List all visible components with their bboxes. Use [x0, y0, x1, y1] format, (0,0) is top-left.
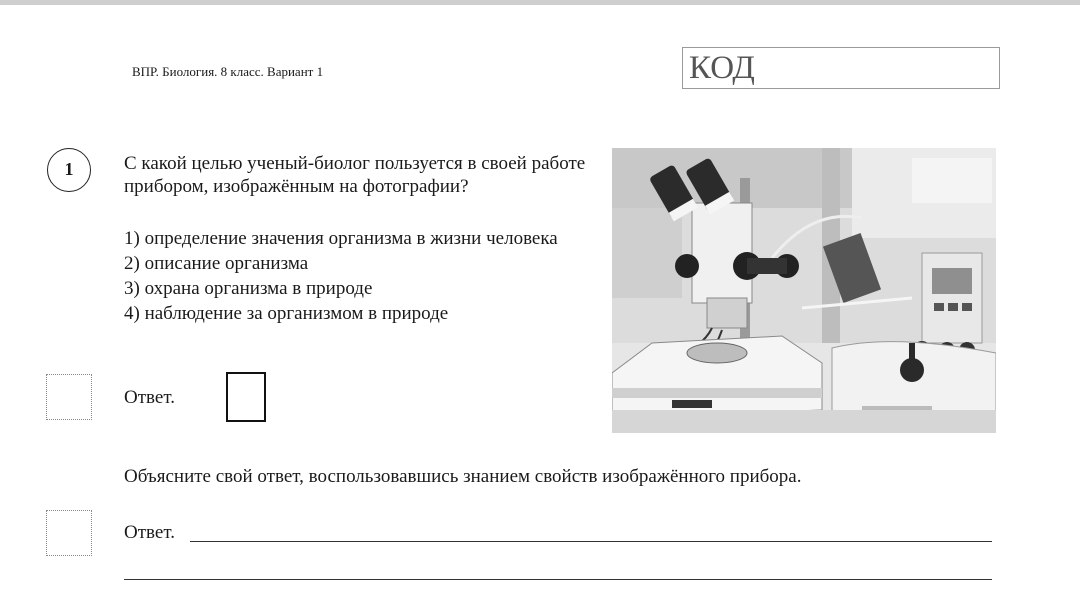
answer-label-1: Ответ.: [124, 387, 175, 408]
score-box-2: [46, 510, 92, 556]
code-field[interactable]: КОД: [682, 47, 1000, 89]
top-rule: [0, 0, 1080, 5]
option-4: 4) наблюдение за организмом в природе: [124, 303, 449, 324]
option-1: 1) определение значения организма в жизни человека: [124, 228, 558, 249]
page-header-title: ВПР. Биология. 8 класс. Вариант 1: [132, 64, 324, 79]
answer-label-2: Ответ.: [124, 522, 175, 543]
score-box-1: [46, 374, 92, 420]
answer-cell-input[interactable]: [226, 372, 266, 422]
answer-line-2[interactable]: [124, 579, 992, 580]
option-3: 3) охрана организма в природе: [124, 278, 373, 299]
answer-line-1[interactable]: [190, 541, 992, 542]
task-number-badge: 1: [47, 148, 91, 192]
answer-options: [124, 226, 590, 326]
option-2: 2) описание организма: [124, 253, 309, 274]
task-question: С какой целью ученый-биолог пользуется в своей работе прибором, изображённым на фотографии?: [124, 153, 586, 197]
explain-prompt: Объясните свой ответ, воспользовавшись знанием свойств изображённого прибора.: [124, 466, 802, 487]
stereo-microscope-photo: [612, 148, 996, 433]
